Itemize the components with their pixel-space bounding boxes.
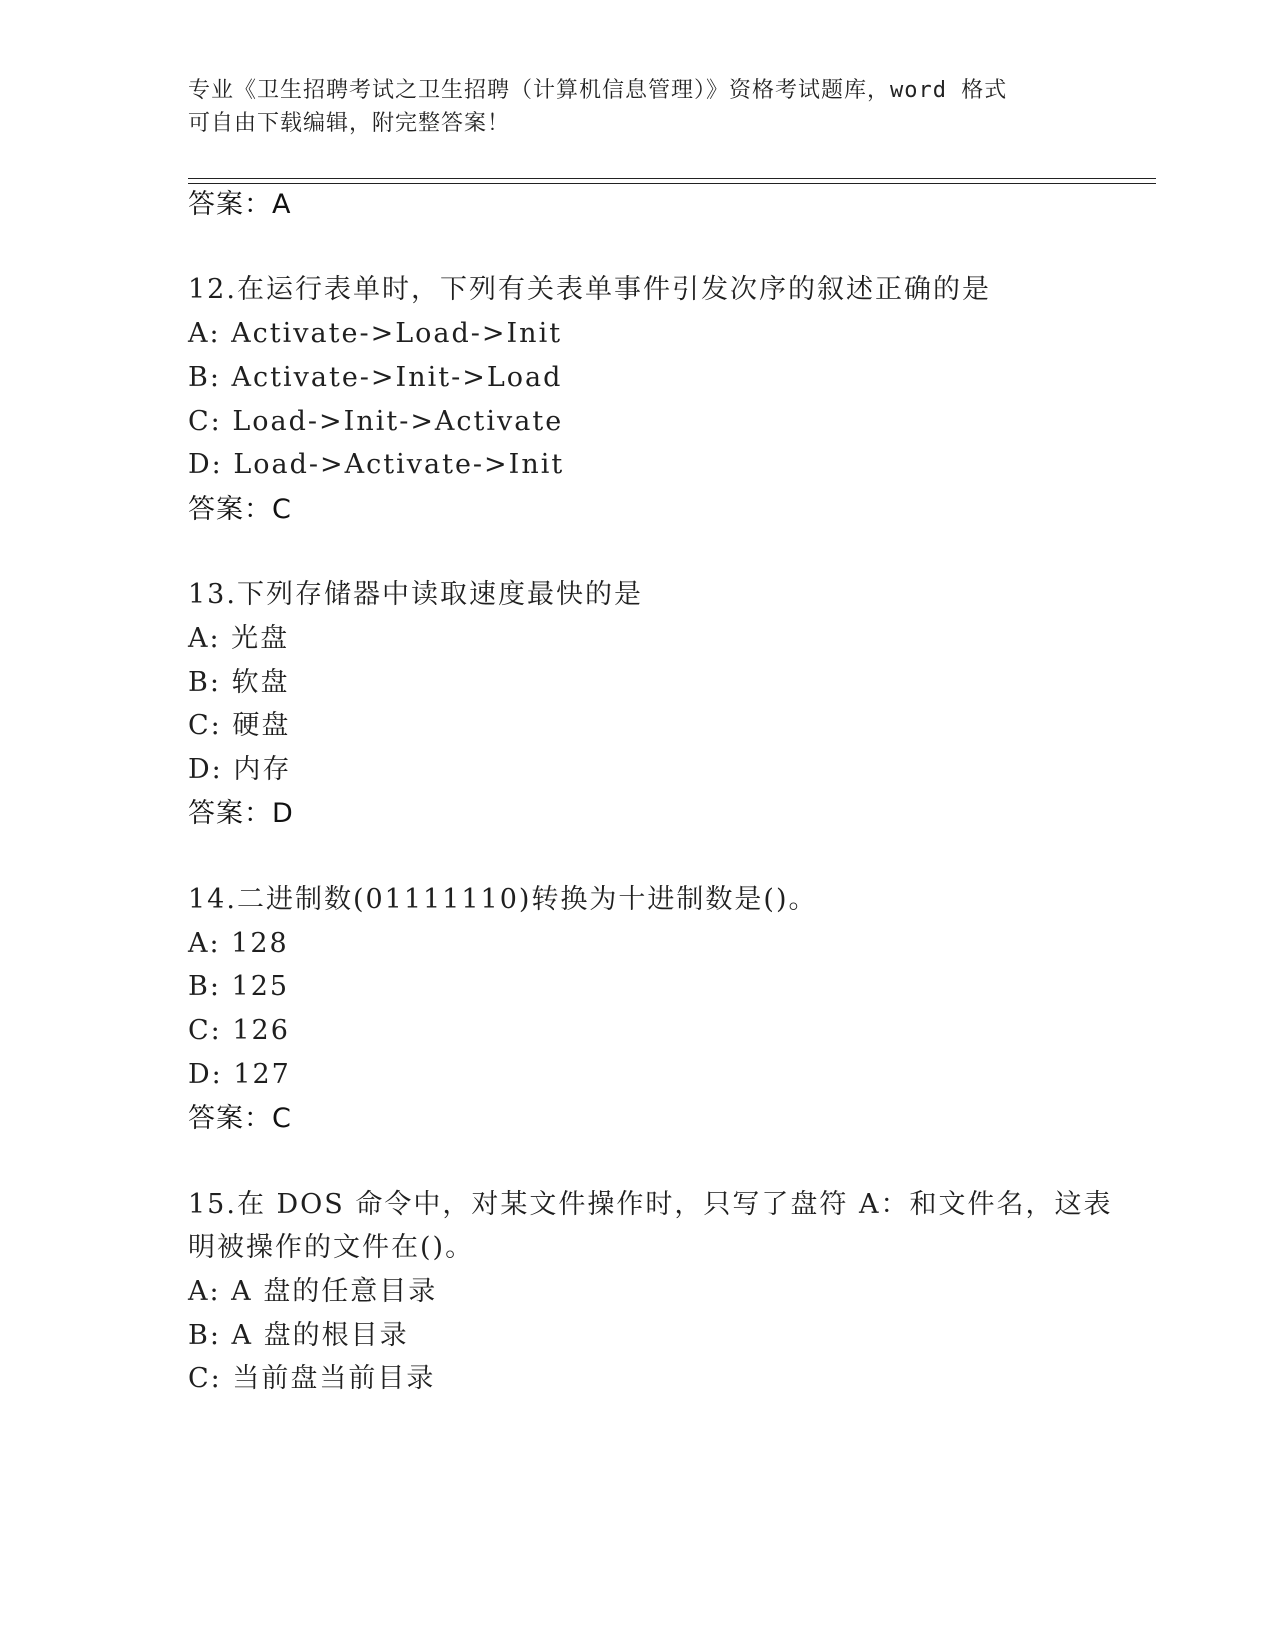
question-13-option-a: A: 光盘: [188, 623, 290, 654]
question-12-answer: 答案：C: [188, 494, 292, 525]
question-12-option-d: D: Load->Activate->Init: [188, 449, 565, 480]
question-15-stem-line-1: 15.在 DOS 命令中，对某文件操作时，只写了盘符 A：和文件名，这表: [188, 1189, 1113, 1220]
document-header: [188, 74, 1068, 140]
question-14-answer: 答案：C: [188, 1103, 292, 1134]
question-13-option-b: B: 软盘: [188, 667, 290, 698]
question-12-option-a: A: Activate->Load->Init: [188, 318, 563, 349]
header-line-1: 专业《卫生招聘考试之卫生招聘（计算机信息管理）》资格考试题库，word 格式: [188, 78, 1008, 103]
question-12-option-b: B: Activate->Init->Load: [188, 362, 563, 393]
question-13-option-c: C: 硬盘: [188, 710, 291, 741]
question-14-option-a: A: 128: [188, 928, 289, 959]
question-15-option-b: B: A 盘的根目录: [188, 1320, 409, 1351]
question-14-option-d: D: 127: [188, 1059, 291, 1090]
previous-answer: 答案：A: [188, 189, 292, 220]
question-13-option-d: D: 内存: [188, 754, 292, 785]
question-12-stem: 12.在运行表单时，下列有关表单事件引发次序的叙述正确的是: [188, 274, 991, 305]
header-divider-top: [188, 178, 1156, 179]
question-13-answer: 答案：D: [188, 798, 294, 829]
question-15-option-c: C: 当前盘当前目录: [188, 1363, 436, 1394]
question-12-option-c: C: Load->Init->Activate: [188, 406, 564, 437]
question-14-stem: 14.二进制数(01111110)转换为十进制数是()。: [188, 884, 818, 915]
question-14-option-b: B: 125: [188, 971, 290, 1002]
question-15-option-a: A: A 盘的任意目录: [188, 1276, 438, 1307]
header-divider-bottom: [188, 183, 1156, 184]
question-14-option-c: C: 126: [188, 1015, 290, 1046]
header-line-2: 可自由下载编辑，附完整答案！: [188, 111, 511, 136]
question-13-stem: 13.下列存储器中读取速度最快的是: [188, 579, 643, 610]
question-15-stem-line-2: 明被操作的文件在()。: [188, 1232, 475, 1263]
